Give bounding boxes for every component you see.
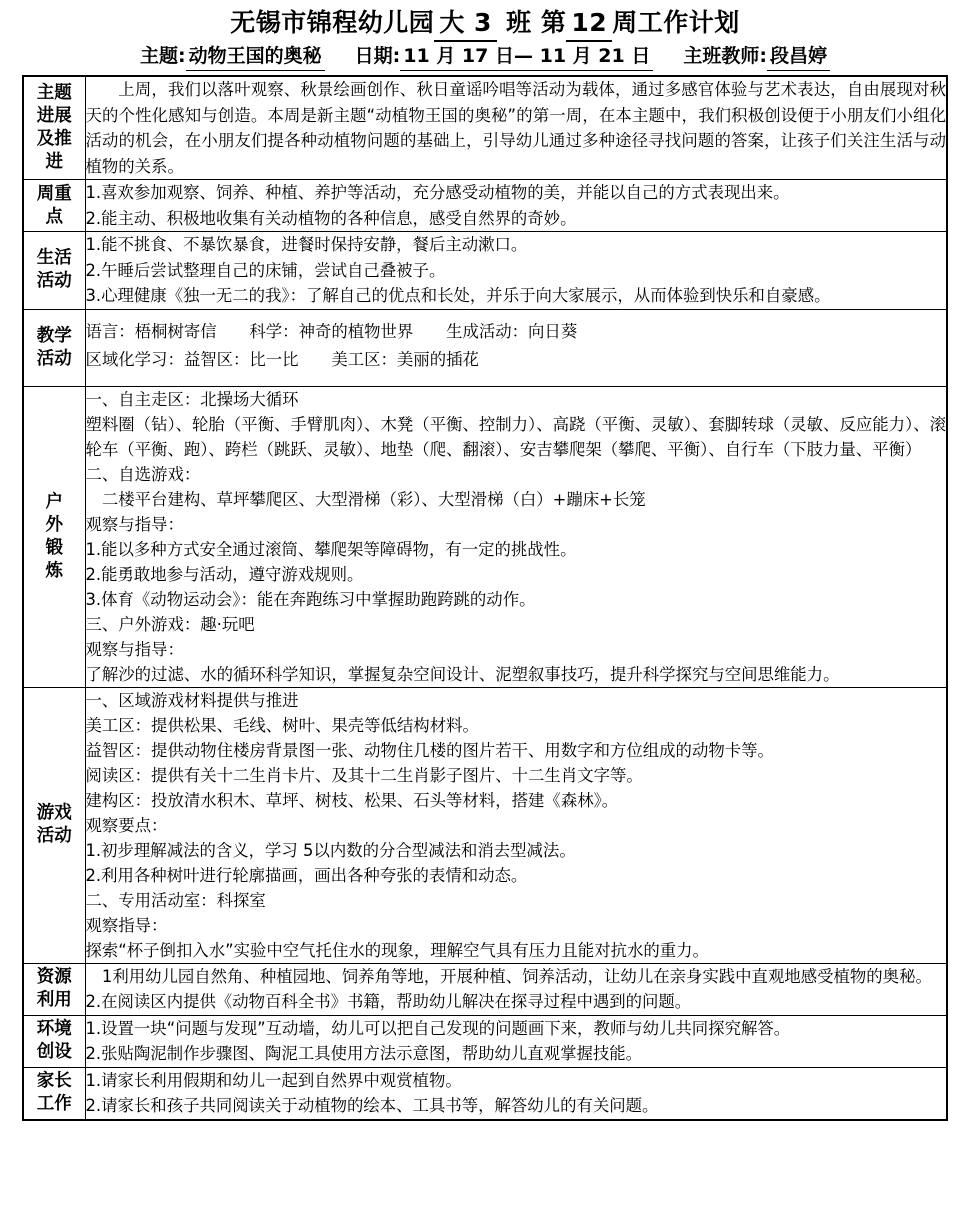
text-line: 1.喜欢参加观察、饲养、种植、养护等活动，充分感受动植物的美，并能以自己的方式表现出来。 bbox=[85, 183, 790, 202]
table-row bbox=[23, 386, 947, 687]
row-label-outdoor-exercise: 户外锻炼 bbox=[23, 386, 85, 687]
table-row bbox=[23, 232, 947, 310]
theme-field bbox=[140, 45, 325, 67]
text-line: 1.初步理解减法的含义，学习 5以内数的分合型减法和消去型减法。 bbox=[85, 840, 576, 860]
teacher-field bbox=[683, 45, 830, 67]
text-line: 语言：梧桐树寄信 科学：神奇的植物世界 生成活动：向日葵 bbox=[85, 321, 578, 341]
text-line: 二、专用活动室：科探室 bbox=[85, 890, 266, 910]
teacher-value: 段昌婷 bbox=[767, 42, 830, 71]
date-label: 日期: bbox=[354, 45, 401, 67]
text-line: 一、区域游戏材料提供与推进 bbox=[85, 690, 299, 710]
text-line: 1.能不挑食、不暴饮暴食，进餐时保持安静，餐后主动漱口。 bbox=[85, 235, 528, 254]
text-line: 2.请家长和孩子共同阅读关于动植物的绘本、工具书等，解答幼儿的有关问题。 bbox=[85, 1096, 659, 1115]
text-line: 探索“杯子倒扣入水”实验中空气托住水的现象，理解空气具有压力且能对抗水的重力。 bbox=[85, 940, 709, 960]
row-content-life-activity bbox=[85, 232, 947, 310]
table-row bbox=[23, 309, 947, 386]
title-suffix: 周工作计划 bbox=[612, 8, 740, 37]
text-line: 观察与指导： bbox=[85, 514, 184, 534]
text-line: 观察指导： bbox=[85, 915, 168, 935]
table-row bbox=[23, 687, 947, 963]
date-field bbox=[355, 45, 654, 67]
class-blank: 大 3 bbox=[434, 6, 497, 42]
text-line: 益智区：提供动物住楼房背景图一张、动物住几楼的图片若干、用数字和方位组成的动物卡等。 bbox=[85, 740, 774, 760]
text-line: 2.能勇敢地参与活动，遵守游戏规则。 bbox=[85, 564, 364, 584]
row-content-theme-progress bbox=[85, 76, 947, 180]
text-line: 上周，我们以落叶观察、秋景绘画创作、秋日童谣吟唱等活动为载体，通过多感官体验与艺术表达，自由展现对秋天的个性化感知与创造。本周是新主题“动植物王国的奥秘”的第一周，在本主题中，我们积极创设便于小朋友们小组化活动的机会，在小朋友们提各种动植物问题的基础上，引导幼儿通过多种途径寻找问题的答案，让孩子们关注生活与动植物的关系。 bbox=[85, 80, 946, 176]
text-line: 1.能以多种方式安全通过滚筒、攀爬架等障碍物，有一定的挑战性。 bbox=[85, 539, 577, 559]
text-line: 1.设置一块“问题与发现”互动墙，幼儿可以把自己发现的问题画下来，教师与幼儿共同探究解答。 bbox=[85, 1018, 791, 1038]
row-content-resource-use bbox=[85, 963, 947, 1015]
row-content-parent-work bbox=[85, 1067, 947, 1120]
text-line: 区域化学习：益智区：比一比 美工区：美丽的插花 bbox=[85, 349, 479, 369]
week-number-blank: 12 bbox=[566, 6, 612, 42]
row-label-life-activity: 生活活动 bbox=[23, 232, 85, 310]
text-line: 了解沙的过滤、水的循环科学知识，掌握复杂空间设计、泥塑叙事技巧，提升科学探究与空间思维能力。 bbox=[85, 664, 840, 684]
text-line: 2.在阅读区内提供《动物百科全书》书籍，帮助幼儿解决在探寻过程中遇到的问题。 bbox=[85, 992, 692, 1011]
table-row bbox=[23, 180, 947, 232]
text-line: 3.心理健康《独一无二的我》：了解自己的优点和长处，并乐于向大家展示，从而体验到快乐和自豪感。 bbox=[85, 286, 831, 305]
row-content-outdoor-exercise bbox=[85, 386, 947, 687]
text-line: 观察要点： bbox=[85, 815, 168, 835]
text-line: 2.午睡后尝试整理自己的床铺，尝试自己叠被子。 bbox=[85, 260, 446, 280]
text-line: 建构区：投放清水积木、草坪、树枝、松果、石头等材料，搭建《森林》。 bbox=[85, 790, 619, 810]
text-line: 1.请家长利用假期和幼儿一起到自然界中观赏植物。 bbox=[85, 1070, 462, 1090]
text-line: 2.能主动、积极地收集有关动植物的各种信息，感受自然界的奇妙。 bbox=[85, 208, 577, 228]
row-content-environment-creation bbox=[85, 1015, 947, 1067]
text-line: 三、户外游戏：趣·玩吧 bbox=[85, 614, 255, 634]
row-label-environment-creation: 环境创设 bbox=[23, 1015, 85, 1067]
theme-label: 主题: bbox=[140, 45, 186, 67]
row-content-week-focus bbox=[85, 180, 947, 232]
text-line: 美工区：提供松果、毛线、树叶、果壳等低结构材料。 bbox=[85, 715, 479, 735]
text-line: 2.张贴陶泥制作步骤图、陶泥工具使用方法示意图，帮助幼儿直观掌握技能。 bbox=[85, 1044, 643, 1063]
table-row bbox=[23, 76, 947, 180]
weekly-plan-table bbox=[22, 75, 948, 1121]
meta-line bbox=[22, 42, 948, 71]
table-row bbox=[23, 963, 947, 1015]
text-line: 观察与指导： bbox=[85, 639, 184, 659]
text-line: 阅读区：提供有关十二生肖卡片、及其十二生肖影子图片、十二生肖文字等。 bbox=[85, 765, 643, 785]
row-label-teaching-activity: 教学活动 bbox=[23, 309, 85, 386]
row-label-parent-work: 家长工作 bbox=[23, 1067, 85, 1120]
row-content-teaching-activity bbox=[85, 309, 947, 386]
row-label-theme-progress: 主题进展及推进 bbox=[23, 76, 85, 180]
table-row bbox=[23, 1067, 947, 1120]
title-mid: 班 bbox=[506, 8, 532, 37]
text-line: 1利用幼儿园自然角、种植园地、饲养角等地，开展种植、饲养活动，让幼儿在亲身实践中直观地感受植物的奥秘。 bbox=[101, 966, 932, 986]
row-label-week-focus: 周重点 bbox=[23, 180, 85, 232]
row-label-resource-use: 资源利用 bbox=[23, 963, 85, 1015]
page-title bbox=[22, 6, 948, 42]
text-line: 二、自选游戏： bbox=[85, 464, 201, 484]
teacher-label: 主班教师: bbox=[683, 45, 767, 67]
table-row bbox=[23, 1015, 947, 1067]
text-line: 塑料圈（钻）、轮胎（平衡、手臂肌肉）、木凳（平衡、控制力）、高跷（平衡、灵敏）、套脚转球（灵敏、反应能力）、滚轮车（平衡、跑）、跨栏（跳跃、灵敏）、地垫（爬、翻滚）、安吉攀爬架（攀爬、平衡）、自行车（下肢力量、平衡） bbox=[85, 414, 946, 459]
text-line: 一、自主走区：北操场大循环 bbox=[85, 389, 299, 409]
row-label-game-activity: 游戏活动 bbox=[23, 687, 85, 963]
row-content-game-activity bbox=[85, 687, 947, 963]
title-prefix: 无锡市锦程幼儿园 bbox=[230, 8, 435, 37]
date-value: 11 月 17 日— 11 月 21 日 bbox=[400, 42, 653, 71]
text-line: 二楼平台建构、草坪攀爬区、大型滑梯（彩）、大型滑梯（白）+蹦床+长笼 bbox=[101, 489, 646, 509]
text-line: 3.体育《动物运动会》：能在奔跑练习中掌握助跑跨跳的动作。 bbox=[85, 589, 536, 609]
text-line: 2.利用各种树叶进行轮廓描画，画出各种夸张的表情和动态。 bbox=[85, 865, 528, 885]
theme-value: 动物王国的奥秘 bbox=[186, 42, 325, 71]
week-word: 第 bbox=[540, 8, 567, 37]
